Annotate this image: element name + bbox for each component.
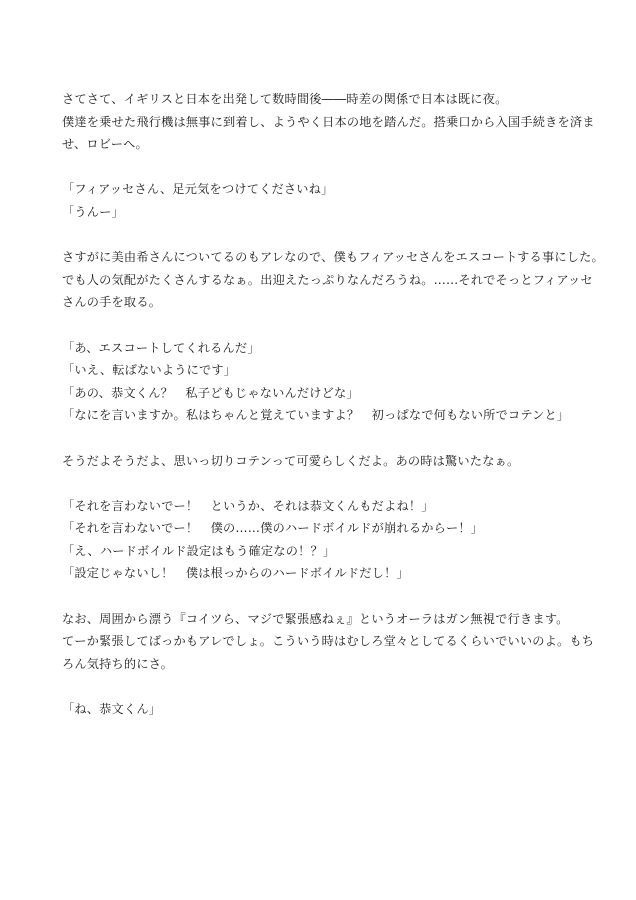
blank-line — [62, 224, 582, 247]
dialogue-line: 「うんー」 — [62, 204, 124, 219]
text-line: なお、周囲から漂う『コイツら、マジで緊張感ねぇ』というオーラはガン無視で行きます。 — [62, 611, 569, 626]
dialogue-line: 「設定じゃないし！ 僕は根っからのハードボイルドだし！」 — [62, 566, 409, 581]
dialogue-line: 「なにを言いますか。私はちゃんと覚えていますよ？ 初っぱなで何もない所でコテンと」 — [62, 408, 570, 423]
text-line: さんの手を取る。 — [62, 295, 162, 310]
text-line: ろん気持ち的にさ。 — [62, 656, 173, 671]
blank-line — [62, 156, 582, 179]
blank-line — [62, 472, 582, 495]
text-line: さすがに美由希さんについてるのもアレなので、僕もフィアッセさんをエスコートする事にした。 — [62, 250, 604, 265]
blank-line — [62, 585, 582, 608]
dialogue-line: 「ね、恭文くん」 — [62, 702, 162, 717]
blank-line — [62, 314, 582, 337]
dialogue-line: 「あの、恭文くん？ 私子どもじゃないんだけどな」 — [62, 385, 359, 400]
text-line: てーか緊張してばっかもアレでしょ。こういう時はむしろ堂々としてるくらいでいいのよ。もち — [62, 634, 595, 649]
dialogue-line: 「え、ハードボイルド設定はもう確定なの！？」 — [62, 543, 336, 558]
dialogue-line: 「それを言わないでー！ 僕の……僕のハードボイルドが崩れるからー！」 — [62, 521, 484, 536]
text-line: せ、ロビーへ。 — [62, 137, 148, 152]
text-line: でも人の気配がたくさんするなぁ。出迎えたっぷりなんだろうね。……それでそっとフィアッセ — [62, 272, 593, 287]
blank-line — [62, 675, 582, 698]
dialogue-line: 「それを言わないでー！ というか、それは恭文くんもだよね！」 — [62, 498, 434, 513]
dialogue-line: 「フィアッセさん、足元気をつけてくださいね」 — [62, 182, 334, 197]
text-body — [62, 88, 604, 721]
text-line: 僕達を乗せた飛行機は無事に到着し、ようやく日本の地を踏んだ。搭乗口から入国手続きを済ま — [62, 114, 595, 129]
dialogue-line: 「いえ、転ばないようにです」 — [62, 363, 237, 378]
text-line: さてさて、イギリスと日本を出発して数時間後――時差の関係で日本は既に夜。 — [62, 92, 508, 106]
text-line: そうだよそうだよ、思いっ切りコテンって可愛らしくだよ。あの時は驚いたなぁ。 — [62, 453, 520, 468]
dialogue-line: 「あ、エスコートしてくれるんだ」 — [62, 340, 260, 355]
blank-line — [62, 427, 582, 450]
